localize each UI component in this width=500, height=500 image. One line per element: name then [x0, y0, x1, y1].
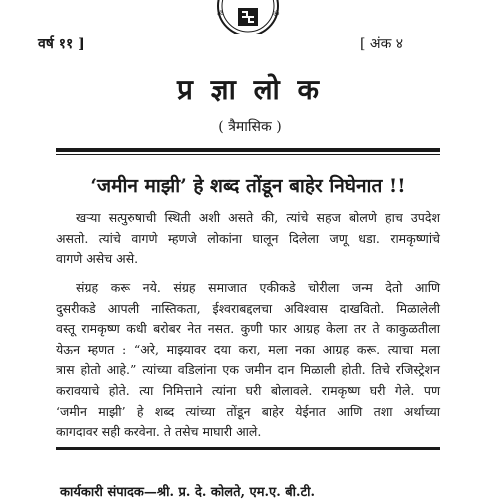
editor-credit: कार्यकारी संपादक—श्री. प्र. दे. कोलते, एम.ए. बी.टी. [60, 485, 316, 500]
volume-label: वर्ष ११ ] [38, 36, 85, 52]
publication-frequency: ( त्रैमासिक ) [218, 119, 282, 135]
emblem-graphic [203, 0, 293, 34]
paragraph-line: ‘जमीन माझी’ हे शब्द त्यांच्या तोंडून बाहेर येईनात आणि तशा अर्थाच्या [56, 403, 440, 419]
paragraph-line: वागणे असेच असे. [56, 251, 139, 267]
footer-rule [56, 447, 440, 450]
paragraph-line: येऊन म्हणत : “अरे, माझ्यावर दया करा, मला नका आग्रह करू. त्याचा मला [56, 341, 440, 357]
article-paragraph-2 [56, 278, 440, 443]
paragraph-line: वस्तू रामकृष्ण कधी बरोबर नेत नसत. कुणी फार आग्रह केला तर ते काकुळतीला [56, 321, 440, 337]
issue-label: [ अंक ४ [360, 36, 404, 52]
paragraph-line: त्रास होतो आहे.” त्यांच्या वडिलांना एक जमीन दान मिळाली होती. तिचे रजिस्ट्रेशन [56, 362, 440, 378]
svg-text:ॐ: ॐ [273, 10, 280, 18]
paragraph-line: संग्रह करू नये. संग्रह समाजात एकीकडे चोरीला जन्म देतो आणि [76, 280, 440, 295]
article-heading: ‘जमीन माझी’ हे शब्द तोंडून बाहेर निघेनात !! [90, 175, 406, 197]
header-rule-thin [56, 154, 440, 155]
om-swastika-emblem-icon [203, 0, 293, 34]
svg-text:ॐ: ॐ [217, 10, 224, 18]
paragraph-line: दुसरीकडे आपली नास्तिकता, ईश्वराबद्दलचा अविश्वास दाखवितो. मिळालेली [56, 300, 440, 316]
paragraph-line: कागदावर सही करवेना. ते तसेच माघारी आले. [56, 424, 262, 440]
paragraph-line: खऱ्या सत्पुरुषाची स्थिती अशी असते की, त्यांचे सहज बोलणे हाच उपदेश [76, 210, 440, 225]
article-paragraph-1 [56, 208, 440, 270]
masthead-topline [0, 34, 500, 54]
header-rule-thick [56, 148, 440, 152]
publication-title: प्र ज्ञा लो क [176, 73, 324, 106]
paragraph-line: करावयाचे होते. त्या निमित्ताने त्यांना घरी बोलावले. रामकृष्ण घरी गेले. पण [56, 382, 440, 398]
paragraph-line: असतो. त्यांचे वागणे म्हणजे लोकांना घालून दिलेला जणू धडा. रामकृष्णांचे [56, 230, 440, 246]
